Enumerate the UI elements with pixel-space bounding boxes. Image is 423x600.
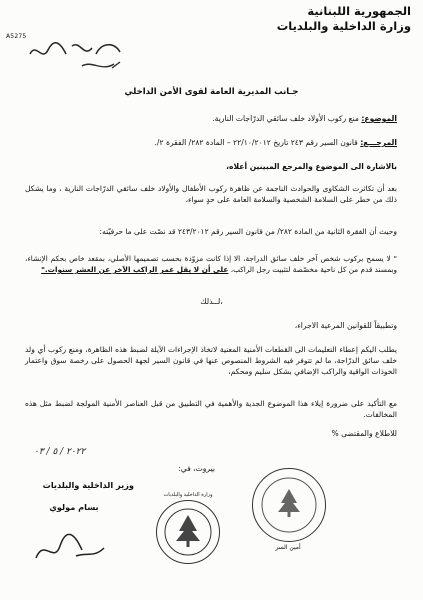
paragraph-2: [25, 226, 397, 237]
signature-icon: [30, 528, 110, 568]
subject-line: [25, 113, 397, 124]
cedar-stamp-icon: [253, 469, 325, 541]
secretary-seal: [252, 468, 326, 542]
minister-title: وزير الداخلية والبلديات: [42, 480, 134, 490]
reference-label: المرجـــع:: [360, 138, 397, 147]
cedar-seal-icon: [157, 501, 219, 563]
minister-signature: [30, 528, 110, 568]
secretary-caption: أمين السر: [275, 544, 301, 551]
minister-name: بسام مولوي: [49, 502, 99, 512]
application-line: وتطبيقاً للقوانين المرعية الاجراء،: [294, 321, 397, 330]
law-quote-part2: على أن لا يقل عمر الراكب الآخر عن العشر سنوات.": [41, 265, 229, 274]
paragraph-2-text: وحيث أن الفقرة الثانية من المادة ٢٨٢/ من قانون السير رقم ٢٤٣/٢٠١٢ قد نصّت على ما حرفيّته:: [99, 227, 397, 236]
closing-line: للاطلاع والمقتضى %: [331, 429, 397, 438]
paragraph-1-text: بعد أن تكاثرت الشكاوى والحوادث الناجمة عن ظاهرة ركوب الأطفال والأولاد خلف سائقي الدرّاجات النارية ، وما يشكل ذلك من خطر على السلامة الشخصية والسلامة العامة على حدٍ سواء،: [25, 184, 397, 205]
reference-text: قانون السير رقم ٢٤٣ تاريخ ٢٢/١٠/٢٠١٢ – المادة ٢٨٢/ الفقرة ٢/.: [154, 138, 358, 147]
reference-line: [25, 137, 397, 148]
letterhead-republic: الجمهورية اللبنانية: [307, 4, 411, 18]
ministry-seal: [156, 492, 220, 564]
letterhead: [277, 4, 411, 34]
paragraph-4: [25, 398, 397, 420]
place-line: بيروت، في:: [178, 464, 215, 473]
therefore-line: لــذلك،: [200, 297, 223, 306]
paragraph-3: [25, 344, 397, 378]
paragraph-3-text: يطلب اليكم إعطاء التعليمات الى القطعات الأمنية المعنية لاتخاذ الإجراءات الآيلة لضبط هذه الظاهرة، ومنع ركوب أي ولد خلف سائق الدرّاجة، ما لم تتوفر فيه الشروط المنصوص عنها في قانون السير لجهة الحصول على رخصة سوق واعتمار الخوذات الواقية والراكب الإضافي بشكل سليم ومحكم،: [25, 345, 397, 377]
law-quote: [25, 253, 397, 275]
intro-line: بالاشارة الى الموضوع والمرجع المبينين أعلاه،: [226, 162, 397, 171]
handwritten-registration: [22, 36, 132, 81]
handwritten-date: ٢٠٢٢ / ٥ / ٠٣: [34, 447, 86, 457]
law-quote-part1: " لا يسمح بركوب شخص آخر خلف سائق الدراجة، الا إذا كانت مزوّدة بحسب تصميمها الأصلي، بمقعد خاص بحكم الإنشاء، وبمسند قدم من كل ناحية مخصّصة لتثبيت رجل الراكب،: [25, 254, 397, 274]
seal-caption: وزارة الداخلية والبلديات: [163, 492, 213, 498]
paragraph-4-text: مع التأكيد على ضرورة إيلاء هذا الموضوع الجدية والأهمية في التطبيق من قبل العناصر الأمنية المولجة لضبط مثل هذه المخالفات.: [25, 399, 397, 420]
addressee-title: جـانب المديرية العامة لقوى الأمن الداخلي: [124, 87, 299, 97]
paragraph-1: [25, 183, 397, 205]
subject-label: الموضوع:: [361, 114, 397, 123]
minister-block: [14, 480, 134, 512]
reference-code: A5275: [6, 33, 27, 40]
letterhead-ministry: وزارة الداخلية والبلديات: [276, 19, 411, 33]
handwritten-scribble-icon: [22, 36, 132, 81]
subject-text: منع ركوب الأولاد خلف سائقي الدرّاجات النارية.: [212, 114, 359, 123]
